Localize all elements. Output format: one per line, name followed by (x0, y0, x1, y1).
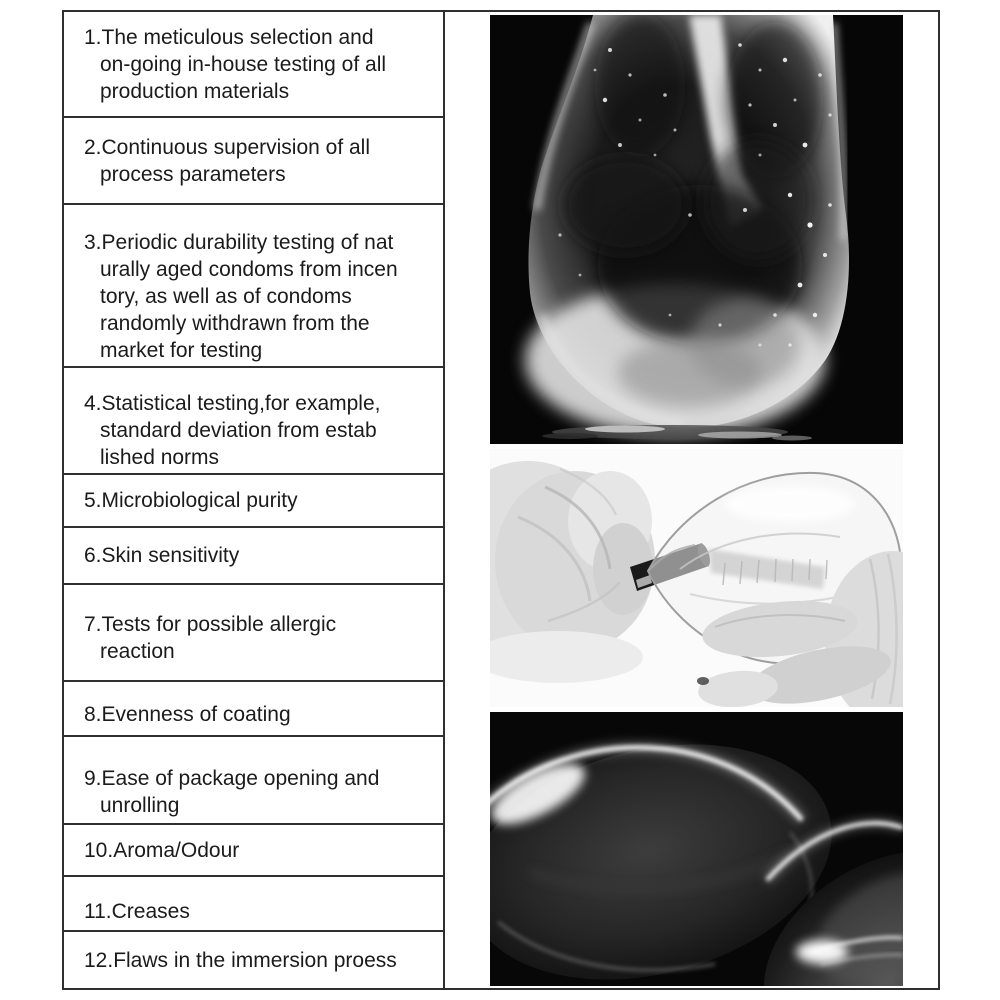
condom-silhouette (525, 15, 849, 436)
check-line: 5.Microbiological purity (84, 489, 298, 512)
left-glove-fist (490, 461, 655, 683)
inflated-condoms-image (490, 712, 903, 986)
quality-check-row-7 (64, 585, 443, 682)
check-line: production materials (100, 79, 290, 103)
quality-check-row-4 (64, 368, 443, 475)
quality-check-row-2 (64, 118, 443, 205)
check-line: tory, as well as of condoms (100, 285, 352, 308)
electronic-test-image (490, 449, 903, 707)
quality-check-row-12 (64, 932, 443, 988)
photo-electronic-pinhole-test (490, 449, 903, 707)
quality-check-row-6 (64, 528, 443, 585)
quality-check-row-9 (64, 737, 443, 825)
quality-check-row-11 (64, 877, 443, 932)
check-line: 10.Aroma/Odour (84, 838, 240, 862)
check-line: randomly withdrawn from the (100, 312, 370, 335)
quality-checks-table (62, 10, 445, 990)
check-line: 12.Flaws in the immersion proess (84, 948, 397, 972)
check-line: urally aged condoms from incen (100, 258, 398, 281)
quality-check-row-3 (64, 205, 443, 368)
check-line: 4.Statistical testing,for example, (84, 392, 381, 415)
check-line: 9.Ease of package opening and (84, 767, 380, 790)
check-line: standard deviation from estab (100, 419, 377, 442)
check-line: 8.Evenness of coating (84, 703, 291, 726)
quality-check-row-5 (64, 475, 443, 528)
check-line: lished norms (100, 446, 220, 469)
check-line: reaction (100, 640, 175, 663)
check-line: 6.Skin sensitivity (84, 544, 240, 567)
quality-check-row-1 (64, 12, 443, 118)
check-line: 11.Creases (84, 900, 190, 923)
photo-air-inflation-test (490, 712, 903, 986)
water-filled-condom-image (490, 15, 903, 444)
check-line: process parameters (100, 162, 286, 186)
check-line: 3.Periodic durability testing of nat (84, 231, 394, 254)
check-line: 7.Tests for possible allergic (84, 613, 337, 636)
check-line: 1.The meticulous selection and (84, 25, 374, 49)
check-line: market for testing (100, 339, 263, 362)
check-line: 2.Continuous supervision of all (84, 135, 371, 159)
quality-check-row-8 (64, 682, 443, 737)
check-line: unrolling (100, 794, 180, 817)
photo-water-burst-test (490, 15, 903, 444)
check-line: on-going in-house testing of all (100, 52, 387, 76)
quality-check-row-10 (64, 825, 443, 877)
